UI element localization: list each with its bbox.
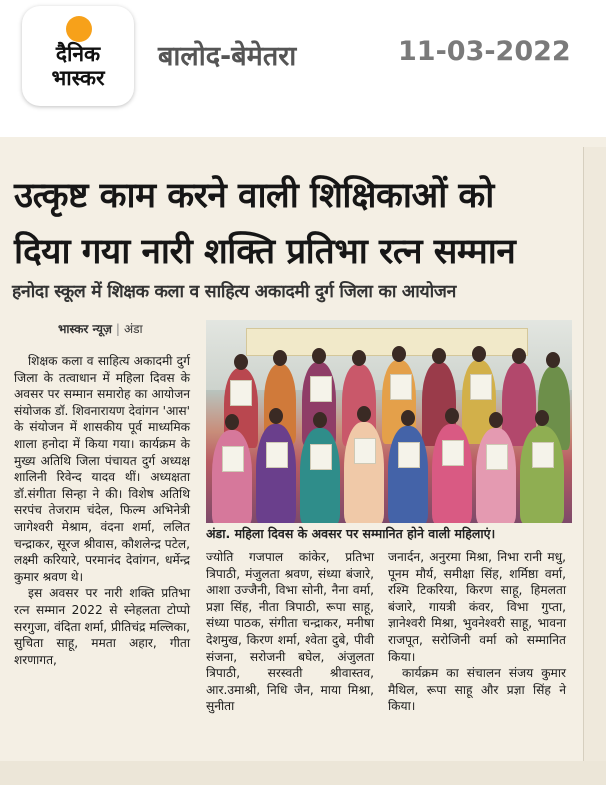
head <box>445 408 459 424</box>
head <box>535 410 549 426</box>
certificate <box>222 446 244 472</box>
subheadline: हनोदा स्कूल में शिक्षक कला व साहित्य अकादमी दुर्ग जिला का आयोजन <box>12 282 456 302</box>
group-photo <box>206 320 572 523</box>
head <box>546 352 560 368</box>
head <box>225 414 239 430</box>
head <box>489 412 503 428</box>
head <box>472 346 486 362</box>
edition-title: बालोद-बेमेतरा <box>158 41 297 72</box>
person <box>476 428 516 523</box>
article-column-2 <box>206 549 374 715</box>
byline-place: अंडा <box>123 322 143 336</box>
head <box>392 346 406 362</box>
article-column-1 <box>14 353 190 668</box>
head <box>312 348 326 364</box>
column-3-paragraph-2: कार्यक्रम का संचालन संजय कुमार मैथिल, रूपा साहू और प्रज्ञा सिंह ने किया। <box>388 666 566 714</box>
photo-caption: अंडा. महिला दिवस के अवसर पर सम्मानित होने वाली महिलाएं। <box>206 526 496 541</box>
dainik-bhaskar-logo[interactable] <box>22 6 134 106</box>
person <box>388 426 428 523</box>
certificate <box>442 440 464 466</box>
edition-date: 11-03-2022 <box>398 36 571 67</box>
certificate <box>266 442 288 468</box>
sun-icon <box>66 16 92 42</box>
head <box>352 350 366 366</box>
byline <box>58 320 143 337</box>
bottom-edge <box>0 761 606 785</box>
app-header <box>0 0 606 112</box>
head <box>234 354 248 370</box>
certificate <box>398 442 420 468</box>
head <box>401 410 415 426</box>
certificate <box>532 442 554 468</box>
column-3-paragraph-1: जनार्दन, अनुरमा मिश्रा, निभा रानी मधु, पूनम मौर्य, समीक्षा सिंह, शर्मिष्ठा वर्मा, रश्मि टिकरिया, किरण साहू, हिमलता बंजारे, गायत्री कंवर, विभा गुप्ता, ज्ञानेश्वरी मिश्रा, भुवनेश्वरी साहू, भावना राजपूत, सरोजिनी वर्मा को सम्मानित किया। <box>388 550 566 664</box>
logo-line-1: दैनिक <box>55 42 101 66</box>
head <box>273 350 287 366</box>
adjacent-article-strip <box>583 147 606 785</box>
person <box>300 428 340 523</box>
head <box>512 348 526 364</box>
head <box>269 408 283 424</box>
certificate <box>354 438 376 464</box>
person <box>212 430 252 523</box>
certificate <box>390 374 412 400</box>
certificate <box>230 380 252 406</box>
byline-source: भास्कर न्यूज़ <box>58 322 112 336</box>
person <box>256 424 296 523</box>
byline-separator: | <box>115 322 120 336</box>
certificate <box>470 374 492 400</box>
column-2-paragraph: ज्योति गजपाल कांकेर, प्रतिभा त्रिपाठी, मंजुलता श्रवण, संध्या बंजारे, आशा उज्जैनी, विभा सोनी, नैना वर्मा, प्रज्ञा सिंह, नीता त्रिपाठी, रूपा साहू, संध्या पाठक, संगीता चन्द्राकर, मनीषा देशमुख, किरण शर्मा, श्वेता दुबे, पीवी संजना, सरोजनी बघेल, अंजुलता त्रिपाठी, सरस्वती श्रीवास्तव, आर.उमाश्री, निधि जैन, माया मिश्रा, सुनीता <box>206 550 374 714</box>
person <box>520 426 564 523</box>
certificate <box>486 444 508 470</box>
person <box>432 424 472 523</box>
head <box>313 412 327 428</box>
article-column-3 <box>388 549 566 715</box>
logo-line-2: भास्कर <box>51 66 105 90</box>
column-1-paragraph-1: शिक्षक कला व साहित्य अकादमी दुर्ग जिला के तत्वाधान में महिला दिवस के अवसर पर सम्मान समारोह का आयोजन संयोजक डॉ. शिवनारायण देवांगन 'आस' के संयोजन में शासकीय पूर्व माध्यमिक शाला हनोदा में किया गया। कार्यक्रम के मुख्य अतिथि जिला पंचायत दुर्ग अध्यक्ष शालिनी रिवेन्द यादव थीं। अध्यक्षता डॉ.संगीता सिन्हा ने की। विशेष अतिथि सरपंच तेजराम चंदेल, फिल्म अभिनेत्री जागेश्वरी मेश्राम, वंदना शर्मा, ललित चन्द्राकर, सूरज श्रीवास, कौशलेन्द्र पटेल, लक्ष्मी करियारे, परमानंद देवांगन, धर्मेन्द्र कुमार श्रवण थे। <box>14 354 190 584</box>
column-1-paragraph-2: इस अवसर पर नारी शक्ति प्रतिभा रत्न सम्मान 2022 से स्नेहलता टोप्पो सरगुजा, वंदिता शर्मा, प्रीतिचंद्र मल्लिका, सुचिता साहू, ममता अहार, गीता शरणागत, <box>14 586 190 667</box>
head <box>432 348 446 364</box>
certificate <box>310 376 332 402</box>
head <box>357 406 371 422</box>
certificate <box>310 444 332 470</box>
headline-line-2: दिया गया नारी शक्ति प्रतिभा रत्न सम्मान <box>14 232 516 272</box>
newspaper-clipping <box>0 137 606 785</box>
headline-line-1: उत्कृष्ट काम करने वाली शिक्षिकाओं को <box>14 176 494 216</box>
